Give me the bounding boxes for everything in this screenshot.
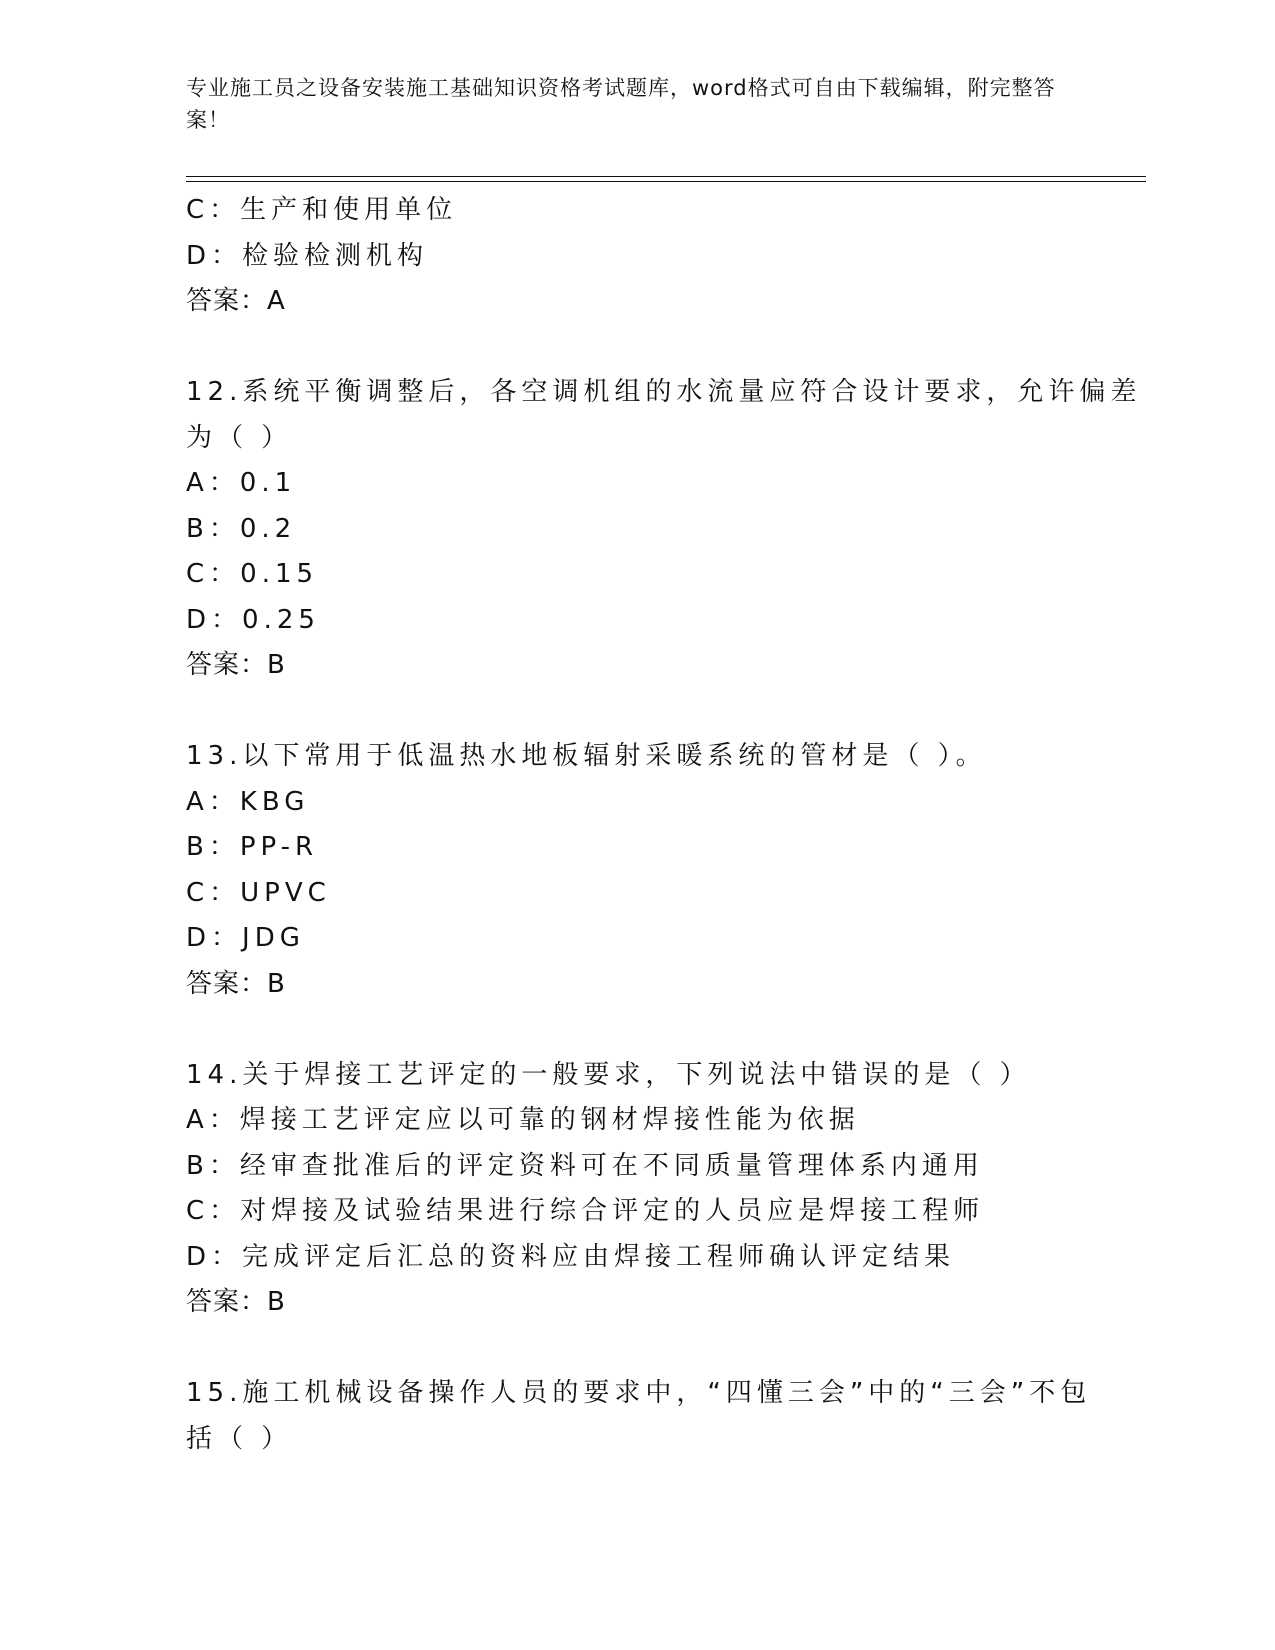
answer-label: 答案：B [186, 650, 286, 680]
question-stem-continued: 括（ ） [186, 1423, 293, 1454]
header-divider-bottom [186, 181, 1146, 182]
question-stem-continued: 为（ ） [186, 422, 293, 453]
spacer [186, 325, 1086, 371]
option-a: A：0.1 [186, 468, 297, 498]
question-stem: 14.关于焊接工艺评定的一般要求，下列说法中错误的是（ ） [186, 1059, 1031, 1090]
option-d: D：检验检测机构 [186, 240, 429, 271]
question-stem: 12.系统平衡调整后，各空调机组的水流量应符合设计要求，允许偏差 [186, 377, 1142, 407]
option-b: B：经审查批准后的评定资料可在不同质量管理体系内通用 [186, 1150, 984, 1181]
question-14 [186, 1053, 1086, 1326]
question-13 [186, 734, 1086, 1007]
answer-label: 答案：B [186, 968, 286, 999]
header-divider-top [186, 176, 1146, 177]
question-15 [186, 1371, 1092, 1462]
question-stem: 13.以下常用于低温热水地板辐射采暖系统的管材是（ ）。 [186, 741, 987, 771]
option-c: C：0.15 [186, 559, 319, 589]
option-d: D：0.25 [186, 604, 320, 635]
header-text: 专业施工员之设备安装施工基础知识资格考试题库，word格式可自由下载编辑，附完整答案！ [186, 76, 1056, 132]
option-c: C：生产和使用单位 [186, 195, 458, 225]
spacer [186, 689, 1086, 735]
answer-label: 答案：A [186, 286, 286, 316]
option-a: A：焊接工艺评定应以可靠的钢材焊接性能为依据 [186, 1105, 860, 1135]
question-11-tail [186, 188, 1086, 325]
question-list [186, 188, 1142, 1462]
option-d: D：JDG [186, 923, 305, 953]
option-c: C：UPVC [186, 877, 331, 908]
spacer [186, 1326, 1086, 1372]
option-b: B：PP-R [186, 832, 319, 862]
option-a: A：KBG [186, 786, 310, 817]
option-c: C：对焊接及试验结果进行综合评定的人员应是焊接工程师 [186, 1196, 985, 1226]
option-d: D：完成评定后汇总的资料应由焊接工程师确认评定结果 [186, 1241, 956, 1272]
question-12 [186, 370, 1142, 689]
option-b: B：0.2 [186, 513, 297, 544]
question-stem: 15.施工机械设备操作人员的要求中，“四懂三会”中的“三会”不包 [186, 1378, 1092, 1408]
spacer [186, 1007, 1086, 1053]
document-header [186, 72, 1066, 136]
answer-label: 答案：B [186, 1287, 286, 1317]
